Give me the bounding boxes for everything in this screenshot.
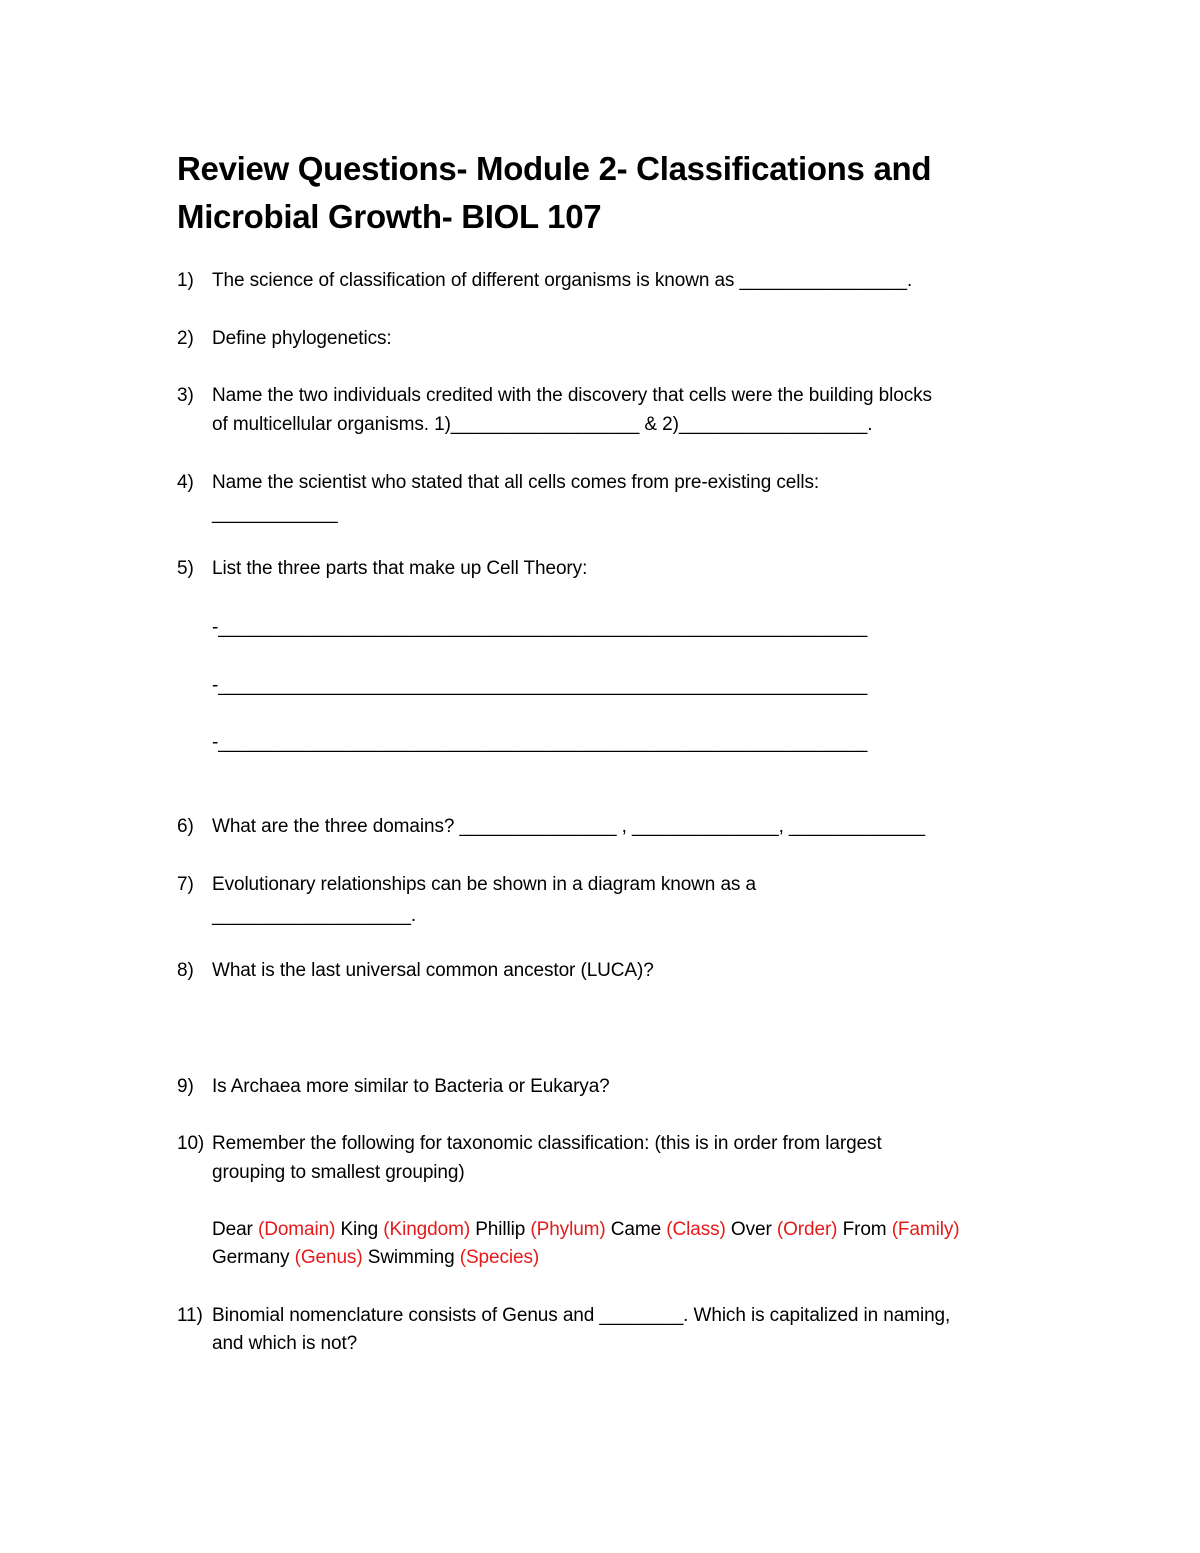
answer-blank: -______________________________________________________________: [212, 617, 868, 638]
mnemonic-word: King: [335, 1219, 384, 1240]
taxon-rank: (Species): [459, 1247, 540, 1268]
question-text: What are the three domains? _______________ , ______________, _____________: [212, 816, 926, 837]
mnemonic-word: Dear: [212, 1219, 258, 1240]
title-line-2: Microbial Growth- BIOL 107: [177, 198, 602, 235]
mnemonic-word: From: [837, 1219, 892, 1240]
question-number: 1): [177, 270, 194, 291]
mnemonic-word: Germany: [212, 1247, 295, 1268]
taxon-rank: (Domain): [257, 1219, 336, 1240]
mnemonic-text: [212, 1244, 539, 1272]
answer-blank: ____________: [212, 503, 338, 524]
taxon-rank: (Kingdom): [383, 1219, 471, 1240]
question-text-line-1: Name the two individuals credited with the discovery that cells were the building blocks: [212, 385, 932, 406]
mnemonic-word: Over: [725, 1219, 777, 1240]
question-text-line-1: Name the scientist who stated that all cells comes from pre-existing cells:: [212, 472, 820, 493]
question-number: 11): [177, 1305, 203, 1326]
mnemonic-word: Came: [605, 1219, 667, 1240]
question-number: 10): [177, 1133, 205, 1154]
taxon-rank: (Genus): [294, 1247, 363, 1268]
document-title: [177, 145, 1077, 241]
taxon-rank: (Order): [776, 1219, 838, 1240]
mnemonic-word: Swimming: [362, 1247, 460, 1268]
taxon-rank: (Family): [891, 1219, 960, 1240]
answer-blank: -______________________________________________________________: [212, 675, 868, 696]
title-line-1: Review Questions- Module 2- Classifications and: [177, 150, 932, 187]
question-text: The science of classification of different organisms is known as ________________.: [212, 270, 913, 291]
question-number: 8): [177, 960, 194, 981]
taxon-rank: (Phylum): [530, 1219, 606, 1240]
answer-blank: -______________________________________________________________: [212, 732, 868, 753]
mnemonic-text: [212, 1216, 960, 1244]
mnemonic-word: Phillip: [470, 1219, 531, 1240]
question-number: 2): [177, 328, 194, 349]
answer-blank: ___________________.: [212, 905, 417, 926]
question-number: 3): [177, 385, 194, 406]
question-text-line-1: Binomial nomenclature consists of Genus and ________. Which is capitalized in naming,: [212, 1305, 951, 1326]
question-number: 9): [177, 1076, 194, 1097]
question-text-line-1: Remember the following for taxonomic classification: (this is in order from largest: [212, 1133, 882, 1154]
question-number: 5): [177, 558, 194, 579]
question-number: 6): [177, 816, 194, 837]
question-text: Define phylogenetics:: [212, 328, 392, 349]
question-text-line-2: of multicellular organisms. 1)__________________ & 2)__________________.: [212, 414, 873, 435]
question-text-line-1: Evolutionary relationships can be shown in a diagram known as a: [212, 874, 756, 895]
question-text: What is the last universal common ancestor (LUCA)?: [212, 960, 654, 981]
question-number: 4): [177, 472, 194, 493]
question-number: 7): [177, 874, 194, 895]
question-text-line-2: and which is not?: [212, 1333, 358, 1354]
question-text-line-2: grouping to smallest grouping): [212, 1162, 465, 1183]
taxon-rank: (Class): [666, 1219, 726, 1240]
question-text: Is Archaea more similar to Bacteria or Eukarya?: [212, 1076, 610, 1097]
question-text: List the three parts that make up Cell Theory:: [212, 558, 588, 579]
